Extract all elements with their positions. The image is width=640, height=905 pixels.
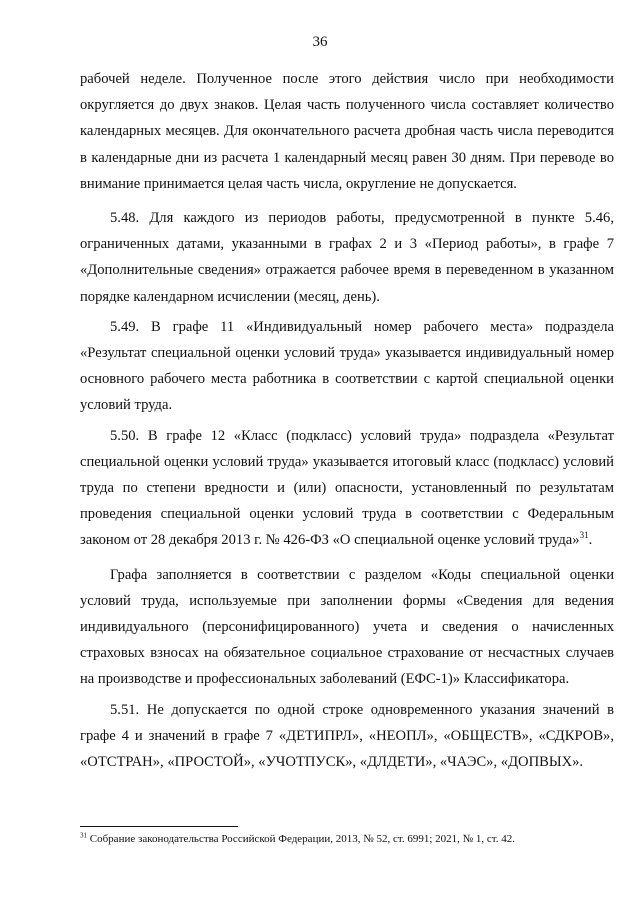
paragraph-5-48: 5.48. Для каждого из периодов работы, предусмотренной в пункте 5.46, ограниченных датами, указанными в графах 2 и 3 «Период работы», в графе 7 «Дополнительные сведения» отражается рабочее время в переведенном в указанном порядке календарном исчислении (месяц, день). [80, 210, 614, 305]
footnote-divider [80, 826, 238, 827]
paragraph-5-50-text: 5.50. В графе 12 «Класс (подкласс) условий труда» подраздела «Результат специальной оценки условий труда» указывается итоговый класс (подкласс) условий труда по степени вредности и (или) опасности, установленный по результатам проведения специальной оценки условий труда в соответствии с Федеральным законом от 28 декабря 2013 г. № 426-ФЗ «О специальной оценке условий труда» [80, 427, 614, 549]
paragraph-5-50 [80, 423, 614, 554]
paragraph-column-filling: Графа заполняется в соответствии с разделом «Коды специальной оценки условий труда, используемые при заполнении формы «Сведения для ведения индивидуального (персонифицированного) учета и сведения о начисленных страховых взносах на обязательное социальное страхование от несчастных случаев на производстве и профессиональных заболеваний (ЕФС-1)» Классификатора. [80, 566, 614, 688]
paragraph-5-51: 5.51. Не допускается по одной строке одновременного указания значений в графе 4 и значений в графе 7 «ДЕТИПРЛ», «НЕОПЛ», «ОБЩЕСТВ», «СДКРОВ», «ОТСТРАН», «ПРОСТОЙ», «УЧОТПУСК», «ДЛДЕТИ», «ЧАЭС», «ДОПВЫХ». [80, 701, 614, 771]
footnote-number: 31 [80, 831, 87, 840]
footnote-reference: 31 [579, 530, 589, 541]
page-number: 36 [312, 34, 328, 50]
paragraph-5-49: 5.49. В графе 11 «Индивидуальный номер рабочего места» подраздела «Результат специальной оценки условий труда» указывается индивидуальный номер основного рабочего места работника в соответствии с картой специальной оценки условий труда. [80, 318, 614, 414]
paragraph-5-50-end: . [588, 532, 593, 549]
footnote [80, 832, 614, 846]
footnote-text: Собрание законодательства Российской Федерации, 2013, № 52, ст. 6991; 2021, № 1, ст. 42. [89, 833, 515, 845]
paragraph-continuation: рабочей неделе. Полученное после этого действия число при необходимости округляется до двух знаков. Целая часть полученного числа составляет количество календарных месяцев. Для окончательного расчета дробная часть числа переводится в календарные дни из расчета 1 календарный месяц равен 30 дням. При переводе во внимание принимается целая часть числа, округление не допускается. [80, 71, 614, 192]
body-text [80, 66, 614, 775]
